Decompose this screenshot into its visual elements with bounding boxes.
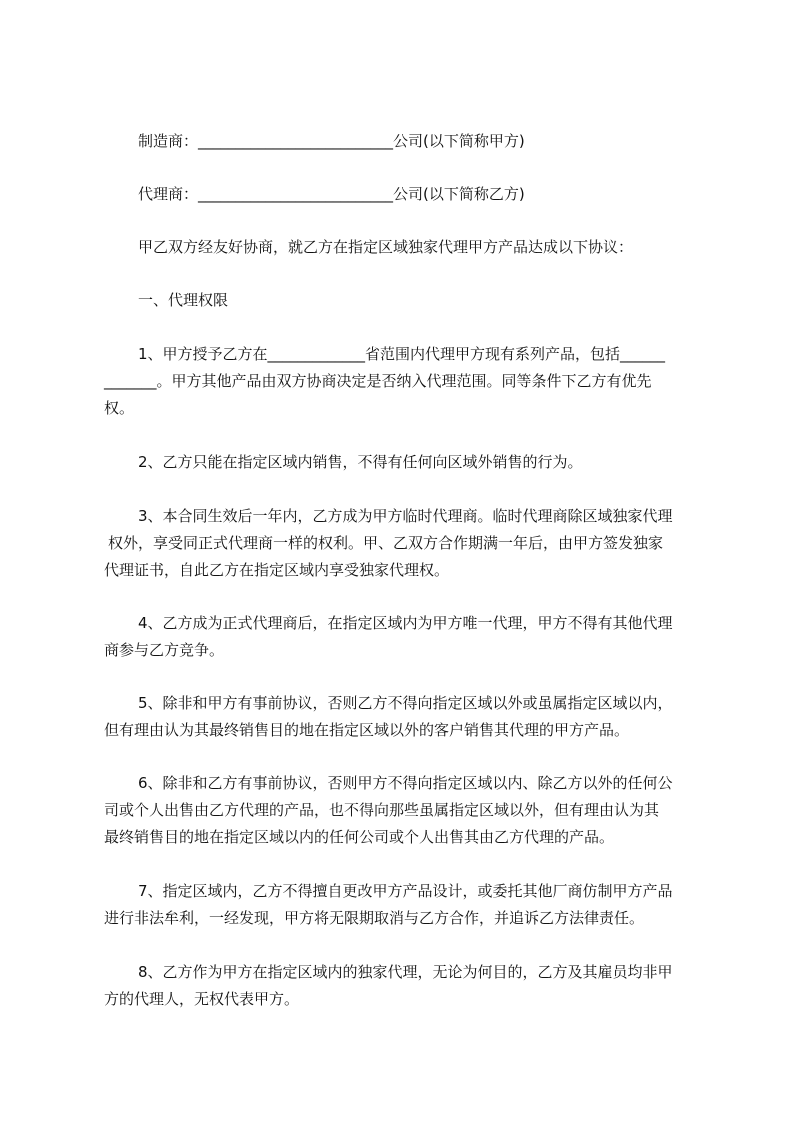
clause-3-line-1: 3、本合同生效后一年内，乙方成为甲方临时代理商。临时代理商除区域独家代理 xyxy=(138,507,673,525)
clause-7-line-2: 进行非法牟利，一经发现，甲方将无限期取消与乙方合作，并追诉乙方法律责任。 xyxy=(104,909,645,927)
clause-5-line-2: 但有理由认为其最终销售目的地在指定区域以外的客户销售其代理的甲方产品。 xyxy=(104,721,630,739)
clause-1-line-2: _______。甲方其他产品由双方协商决定是否纳入代理范围。同等条件下乙方有优先 xyxy=(104,372,652,390)
clause-6-line-3: 最终销售目的地在指定区域以内的任何公司或个人出售其由乙方代理的产品。 xyxy=(104,828,615,846)
clause-7-line-1: 7、指定区域内，乙方不得擅自更改甲方产品设计，或委托其他厂商仿制甲方产品 xyxy=(138,882,673,900)
clause-6-line-2: 司或个人出售由乙方代理的产品，也不得向那些虽属指定区域以外，但有理由认为其 xyxy=(104,801,660,819)
clause-4-line-1: 4、乙方成为正式代理商后，在指定区域内为甲方唯一代理，甲方不得有其他代理 xyxy=(138,614,673,632)
preamble-line: 甲乙双方经友好协商，就乙方在指定区域独家代理甲方产品达成以下协议： xyxy=(138,238,634,256)
agent-line: 代理商：__________________________公司(以下简称乙方) xyxy=(138,185,525,203)
clause-2-line-1: 2、乙方只能在指定区域内销售，不得有任何向区域外销售的行为。 xyxy=(138,453,583,471)
clause-1-line-1: 1、甲方授予乙方在_____________省范围内代理甲方现有系列产品，包括______ xyxy=(138,345,666,363)
clause-8-line-2: 方的代理人，无权代表甲方。 xyxy=(104,990,300,1008)
clause-1-line-3: 权。 xyxy=(104,399,135,417)
clause-3-line-3: 代理证书，自此乙方在指定区域内享受独家代理权。 xyxy=(104,561,450,579)
manufacturer-line: 制造商：__________________________公司(以下简称甲方) xyxy=(138,132,525,150)
section-heading: 一、代理权限 xyxy=(138,291,229,309)
clause-8-line-1: 8、乙方作为甲方在指定区域内的独家代理，无论为何目的，乙方及其雇员均非甲 xyxy=(138,963,673,981)
clause-4-line-2: 商参与乙方竞争。 xyxy=(104,641,225,659)
clause-3-line-2: 权外，享受同正式代理商一样的权利。甲、乙双方合作期满一年后，由甲方签发独家 xyxy=(108,534,664,552)
clause-6-line-1: 6、除非和乙方有事前协议，否则甲方不得向指定区域以内、除乙方以外的任何公 xyxy=(138,774,673,792)
clause-5-line-1: 5、除非和甲方有事前协议，否则乙方不得向指定区域以外或虽属指定区域以内， xyxy=(138,694,673,712)
